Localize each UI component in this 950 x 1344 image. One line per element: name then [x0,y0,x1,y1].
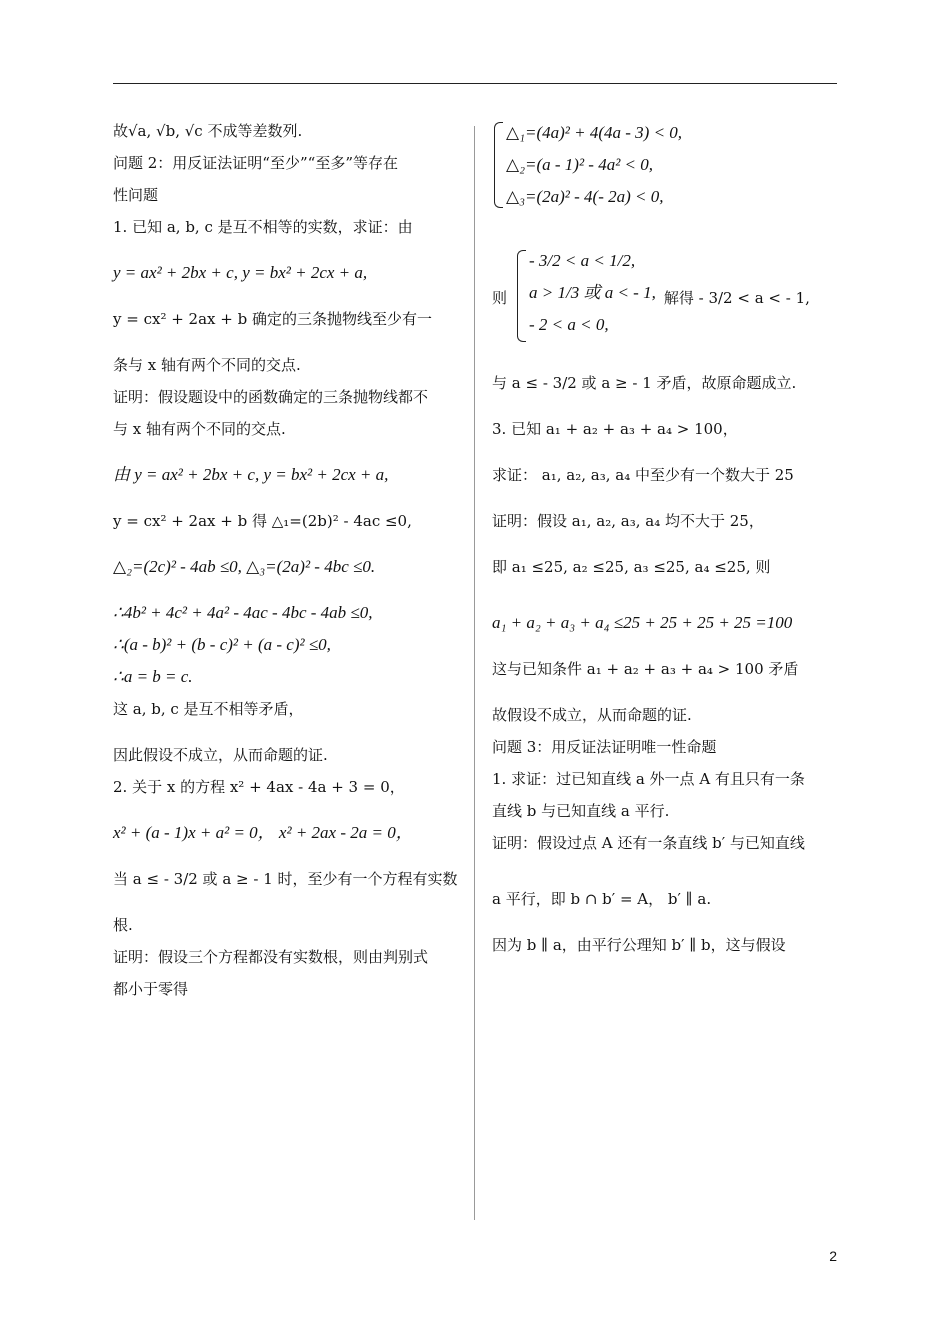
problem-3: 3. 已知 a₁ + a₂ + a₃ + a₄ > 100， [492,420,738,438]
equation: 由 y = ax² + 2bx + c, y = bx² + 2cx + a, [113,465,389,484]
solution-result: 解得 - 3/2 < a < - 1, [663,289,810,307]
left-column [113,118,463,1008]
text-line: 与 x 轴有两个不同的交点. [113,420,286,438]
text-line: 当 a ≤ - 3/2 或 a ≥ - 1 时，至少有一个方程有实数 [113,870,458,888]
equation: △₁=(4a)² + 4(4a - 3) < 0, [506,123,683,142]
text-line: 这 a, b, c 是互不相等矛盾， [113,700,304,718]
equation: △₂=(2c)² - 4ab ≤0, △₃=(2a)² - 4bc ≤0. [113,557,376,576]
text-line: a 平行，即 b ∩ b′ = A， b′ ∥ a. [492,890,712,908]
proof-start: 证明：假设题设中的函数确定的三条抛物线都不 [113,388,429,406]
equation: - 2 < a < 0, [529,315,609,334]
equation: - 3/2 < a < 1/2, [529,251,636,270]
solution-row [492,246,842,356]
text-line: 这与已知条件 a₁ + a₂ + a₃ + a₄ > 100 矛盾 [492,660,799,678]
equation: a₁ + a₂ + a₃ + a₄ ≤25 + 25 + 25 + 25 =100 [492,613,793,632]
equation: x² + (a - 1)x + a² = 0， x² + 2ax - 2a = 0， [113,823,413,842]
text-line: 直线 b 与已知直线 a 平行. [492,802,670,820]
problem-2: 2. 关于 x 的方程 x² + 4ax - 4a + 3 = 0， [113,778,405,796]
text-line: 根. [113,916,133,934]
header-rule [113,83,837,84]
text-line: 都小于零得 [113,980,189,998]
section-heading-cont: 性问题 [113,186,159,204]
text-line: 条与 x 轴有两个不同的交点. [113,356,301,374]
text-line: 即 a₁ ≤25, a₂ ≤25, a₃ ≤25, a₄ ≤25, 则 [492,558,771,576]
equation: ∴4b² + 4c² + 4a² - 4ac - 4bc - 4ab ≤0, [113,603,373,622]
text-line: 求证： a₁, a₂, a₃, a₄ 中至少有一个数大于 25 [492,466,794,484]
section-heading: 问题 2：用反证法证明“至少”“至多”等存在 [113,154,398,172]
equation: △₂=(a - 1)² - 4a² < 0, [506,155,654,174]
problem-1: 1. 已知 a, b, c 是互不相等的实数，求证：由 [113,218,413,236]
right-column [492,118,842,964]
equation: △₃=(2a)² - 4(- 2a) < 0, [506,187,664,206]
column-divider [474,126,475,1220]
page-number: 2 [829,1248,837,1264]
equation: a > 1/3 或 a < - 1, [529,283,656,302]
text-line: 故假设不成立，从而命题的证. [492,706,692,724]
section-heading: 问题 3：用反证法证明唯一性命题 [492,738,717,756]
inequality-system [515,248,656,344]
text-line: 因此假设不成立，从而命题的证. [113,746,328,764]
discriminant-system [492,120,842,210]
text-line: 与 a ≤ - 3/2 或 a ≥ - 1 矛盾，故原命题成立. [492,374,797,392]
equation-line: y = cx² + 2ax + b 得 △₁=(2b)² - 4ac ≤0, [113,512,412,530]
equation: ∴a = b = c. [113,667,193,686]
text-line: 1. 求证：过已知直线 a 外一点 A 有且只有一条 [492,770,805,788]
equation-line: y = cx² + 2ax + b 确定的三条抛物线至少有一 [113,310,432,328]
text-line: 因为 b ∥ a，由平行公理知 b′ ∥ b，这与假设 [492,936,786,954]
proof-start: 证明：假设三个方程都没有实数根，则由判别式 [113,948,429,966]
equation: y = ax² + 2bx + c, y = bx² + 2cx + a, [113,263,368,282]
text-line: 故√a, √b, √c 不成等差数列. [113,122,303,140]
equation: ∴(a - b)² + (b - c)² + (a - c)² ≤0, [113,635,331,654]
then-label: 则 [492,289,508,307]
proof-start: 证明：假设 a₁, a₂, a₃, a₄ 均不大于 25， [492,512,764,530]
proof-start: 证明：假设过点 A 还有一条直线 b′ 与已知直线 [492,834,805,852]
